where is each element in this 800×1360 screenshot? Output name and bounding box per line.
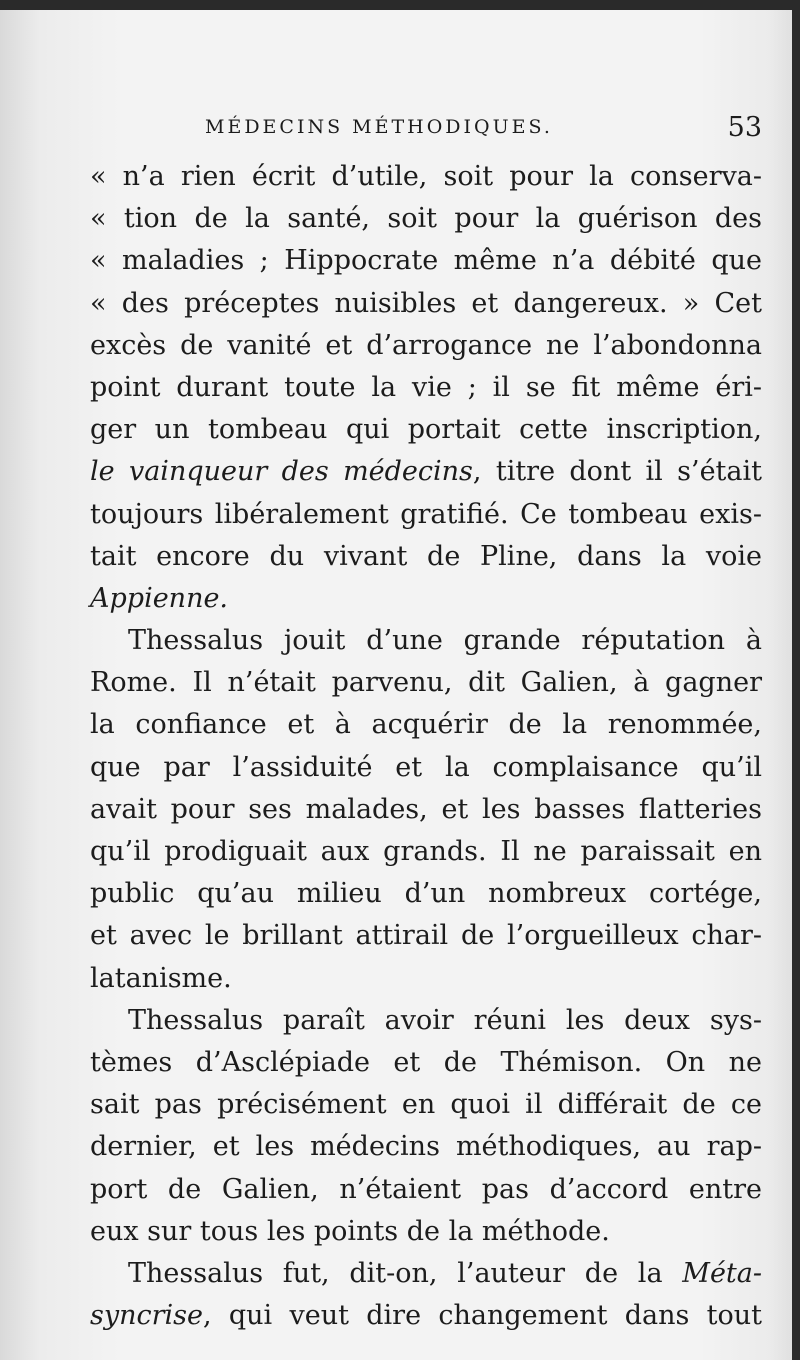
text-line: sait pas précisément en quoi il différait de ce [90, 1089, 762, 1121]
text-line: Thessalus fut, dit-on, l’auteur de la Méta- [128, 1257, 762, 1289]
text-line: dernier, et les médecins méthodiques, au rap- [90, 1131, 762, 1163]
text-line: « n’a rien écrit d’utile, soit pour la conserva- [90, 161, 762, 192]
text-line: la confiance et à acquérir de la renommée, [90, 709, 762, 741]
text-line: tèmes d’Asclépiade et de Thémison. On ne [90, 1046, 762, 1078]
text-line: Thessalus paraît avoir réuni les deux sys- [128, 1004, 762, 1036]
body-text [90, 156, 762, 1337]
text-line: qu’il prodiguait aux grands. Il ne paraissait en [90, 836, 762, 867]
text-line: et avec le brillant attirail de l’orgueilleux char- [90, 920, 762, 952]
text-line: tait encore du vivant de Pline, dans la voie [90, 540, 762, 572]
scan-top-border [0, 0, 800, 10]
scan-right-border [792, 0, 800, 1360]
text-line: ger un tombeau qui portait cette inscription, [90, 414, 762, 446]
text-line: avait pour ses malades, et les basses flatteries [90, 793, 762, 825]
running-head: MÉDECINS MÉTHODIQUES. [205, 116, 553, 138]
text-line: port de Galien, n’étaient pas d’accord entre [90, 1173, 762, 1205]
text-line-italic-start: le vainqueur des médecins, titre dont il s’était [90, 456, 762, 488]
text-line: excès de vanité et d’arrogance ne l’abondonna [90, 329, 762, 361]
text-line: syncrise, qui veut dire changement dans tout [90, 1300, 762, 1332]
text-line: « des préceptes nuisibles et dangereux. » Cet [90, 287, 762, 319]
text-line-italic: Appienne. [90, 582, 229, 614]
text-line: Rome. Il n’était parvenu, dit Galien, à gagner [90, 667, 762, 699]
italic-phrase: Méta- [682, 1257, 762, 1289]
text-line: point durant toute la vie ; il se fit même éri- [90, 371, 762, 403]
text-line: Thessalus jouit d’une grande réputation à [128, 625, 762, 657]
page-number: 53 [727, 112, 762, 143]
paragraph-3 [90, 1000, 762, 1253]
italic-phrase: le vainqueur des médecins [90, 456, 473, 488]
text-line: « maladies ; Hippocrate même n’a débité que [90, 245, 762, 277]
paragraph-1 [90, 156, 762, 620]
text-line: public qu’au milieu d’un nombreux cortége, [90, 878, 762, 910]
page-header [90, 112, 770, 152]
paragraph-4 [90, 1253, 762, 1337]
text-line: toujours libéralement gratifié. Ce tombeau exis- [90, 498, 762, 530]
text-line: latanisme. [90, 962, 232, 994]
paragraph-2 [90, 620, 762, 1000]
text-line: que par l’assiduité et la complaisance qu’il [90, 751, 762, 783]
text-line: « tion de la santé, soit pour la guérison des [90, 203, 762, 235]
text-line: eux sur tous les points de la méthode. [90, 1215, 610, 1247]
italic-phrase: syncrise [90, 1300, 203, 1332]
